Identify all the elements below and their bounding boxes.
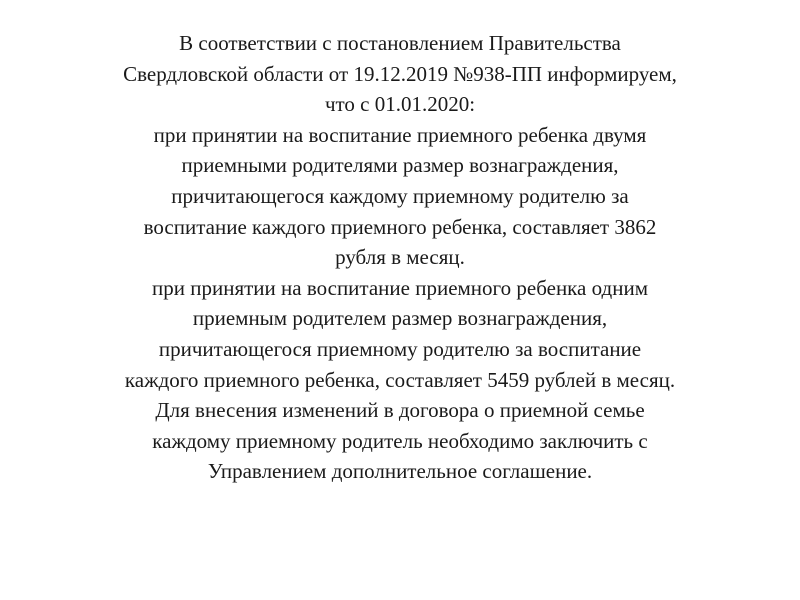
text-line-contract-1: Для внесения изменений в договора о приемной семье — [155, 398, 645, 423]
text-line-two-parents-5: рубля в месяц. — [335, 245, 465, 270]
text-line-intro-1: В соответствии с постановлением Правительства — [179, 31, 621, 55]
text-line-two-parents-2: приемными родителями размер вознаграждения, — [181, 153, 619, 178]
text-line-contract-3: Управлением дополнительное соглашение. — [207, 459, 593, 484]
text-line-two-parents-4: воспитание каждого приемного ребенка, составляет 3862 — [143, 214, 657, 239]
text-line-intro-3: что с 01.01.2020: — [324, 92, 476, 117]
text-line-one-parent-4: каждого приемного ребенка, составляет 5459 рублей в месяц. — [124, 367, 676, 392]
text-line-one-parent-2: приемным родителем размер вознаграждения, — [192, 306, 608, 331]
text-line-one-parent-3: причитающегося приемному родителю за воспитание — [158, 336, 642, 361]
text-line-intro-2: Свердловской области от 19.12.2019 №938-ПП информируем, — [123, 61, 677, 86]
text-line-two-parents-3: причитающегося каждому приемному родителю за — [171, 183, 629, 208]
text-line-one-parent-1: при принятии на воспитание приемного ребенка одним — [152, 275, 648, 300]
announcement-text — [40, 28, 760, 487]
text-line-two-parents-1: при принятии на воспитание приемного ребенка двумя — [153, 122, 647, 147]
text-line-contract-2: каждому приемному родитель необходимо заключить с — [152, 428, 648, 453]
